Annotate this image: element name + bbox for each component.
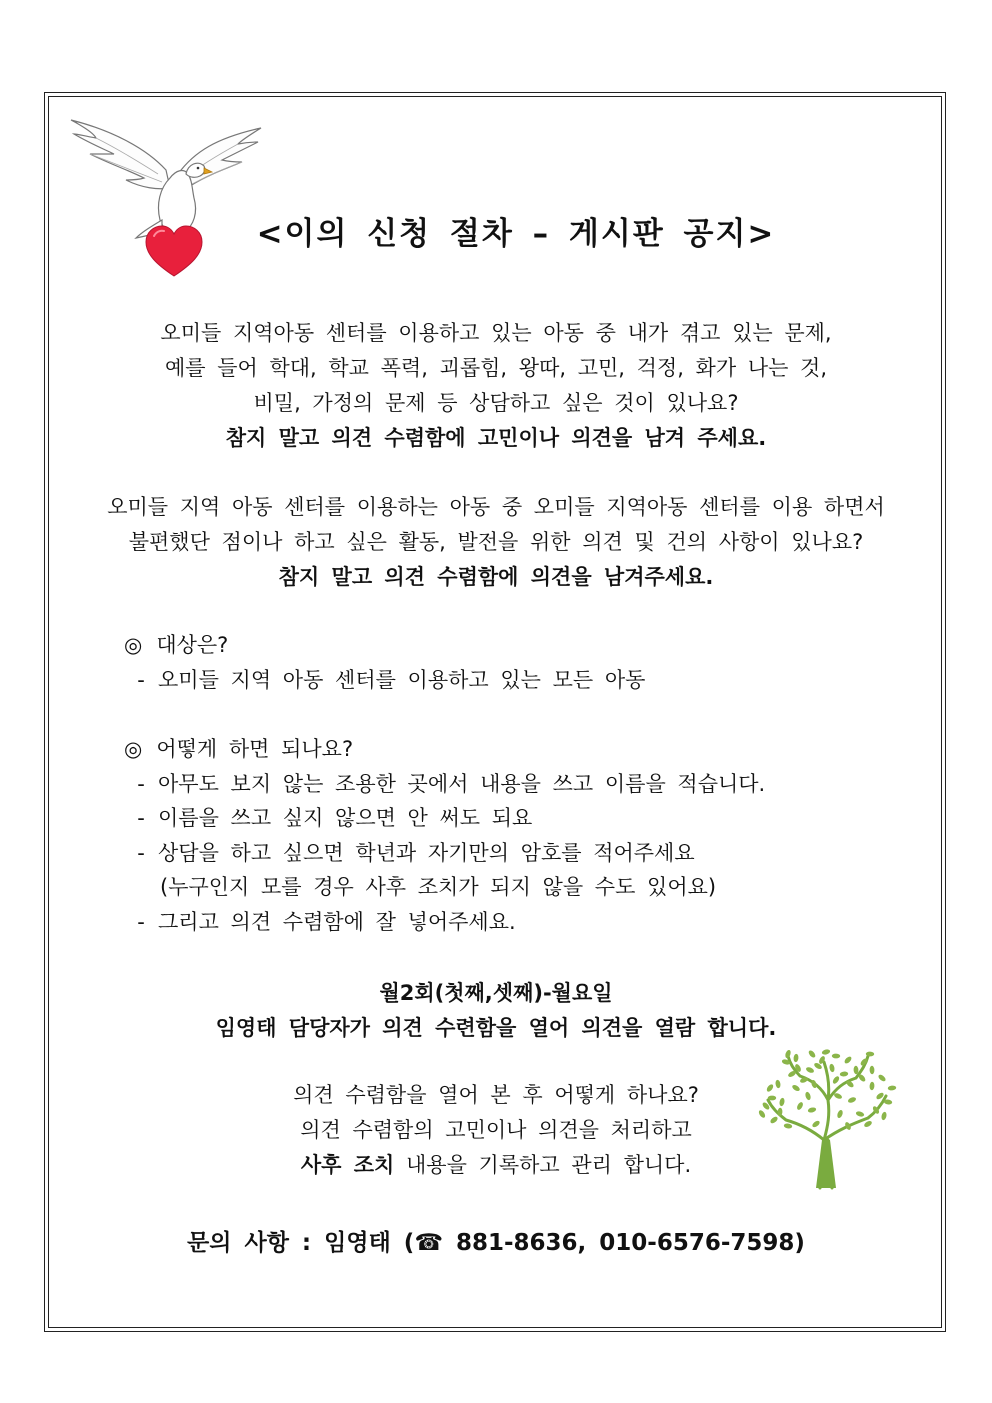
how-item-note-text: (누구인지 모를 경우 사후 조치가 되지 않을 수도 있어요) [160, 875, 717, 899]
dash-marker: - [137, 667, 145, 692]
intro-line-3: 비밀, 가정의 문제 등 상담하고 싶은 것이 있나요? [253, 391, 739, 415]
leaf-shape [775, 1079, 781, 1088]
dash-marker: - [137, 771, 145, 796]
leaf-shape [804, 1091, 811, 1100]
leaf-shape [758, 1109, 767, 1119]
leaf-shape [888, 1085, 897, 1091]
double-circle-icon: ◎ [124, 633, 143, 657]
leaf-shape [869, 1082, 875, 1091]
second-paragraph [0, 490, 992, 595]
dash-marker: - [137, 840, 145, 865]
target-heading-text: 대상은? [156, 633, 229, 657]
after-line-3-bold: 사후 조치 [300, 1153, 395, 1177]
leaf-shape [793, 1054, 799, 1063]
contact-label: 문의 사항 : 임영태 ( [187, 1230, 415, 1256]
intro-line-2: 예를 들어 학대, 학교 폭력, 괴롭힘, 왕따, 고민, 걱정, 화가 나는 것, [164, 356, 828, 380]
leaf-shape [805, 1066, 815, 1074]
leaf-shape [807, 1049, 816, 1058]
leaf-shape [791, 1084, 801, 1093]
second-line-2: 불편했단 점이나 하고 싶은 활동, 발전을 위한 의견 및 건의 사항이 있나요? [128, 530, 864, 554]
list-item [124, 905, 765, 940]
leaf-shape [807, 1107, 816, 1114]
target-heading [124, 628, 645, 663]
leaf-shape [832, 1053, 841, 1058]
after-line-2: 의견 수렴함의 고민이나 의견을 처리하고 [300, 1118, 692, 1142]
leaf-shape [843, 1055, 852, 1064]
phone-icon: ☎ [414, 1230, 443, 1256]
page-title: <이의 신청 절차 – 게시판 공지> [256, 216, 776, 252]
leaf-shape [829, 1063, 835, 1072]
how-heading-text: 어떻게 하면 되나요? [156, 737, 354, 761]
green-tree-icon [752, 1040, 902, 1190]
schedule-line-2: 임영태 담당자가 의견 수련함을 열어 의견을 열람 합니다. [215, 1016, 777, 1040]
list-item [124, 663, 645, 698]
second-line-3: 참지 말고 의견 수렴함에 의견을 남겨주세요. [278, 565, 714, 589]
leaf-shape [769, 1115, 779, 1124]
list-item [124, 801, 765, 836]
schedule-line-1: 월2회(첫째,셋째)-월요일 [379, 981, 613, 1005]
leaf-shape [796, 1101, 804, 1111]
how-item-text: 상담을 하고 싶으면 학년과 자기만의 암호를 적어주세요 [158, 840, 695, 865]
second-line-1: 오미들 지역 아동 센터를 이용하는 아동 중 오미들 지역아동 센터를 이용 하면서 [107, 495, 885, 519]
leaf-shape [811, 1120, 821, 1129]
leaf-shape [821, 1049, 830, 1056]
leaf-shape [779, 1097, 785, 1106]
list-item-note [124, 870, 765, 905]
leaf-shape [869, 1066, 874, 1075]
leaf-shape [836, 1109, 843, 1119]
list-item [124, 836, 765, 871]
dash-marker: - [137, 909, 145, 934]
intro-paragraph [0, 316, 992, 456]
contact-line [0, 1224, 992, 1257]
leaf-shape [784, 1049, 791, 1059]
leaf-shape [832, 1075, 841, 1085]
contact-numbers: 881-8636, 010-6576-7598) [442, 1230, 805, 1256]
leaf-shape [863, 1120, 873, 1128]
double-circle-icon: ◎ [124, 737, 143, 761]
intro-line-4: 참지 말고 의견 수렴함에 고민이나 의견을 남겨 주세요. [225, 426, 767, 450]
leaf-shape [766, 1083, 775, 1093]
after-line-3-rest: 내용을 기록하고 관리 합니다. [394, 1153, 692, 1177]
leaf-shape [784, 1123, 793, 1129]
leaf-shape [881, 1111, 888, 1120]
how-heading [124, 732, 765, 767]
dash-marker: - [137, 806, 145, 830]
how-item-text: 이름을 쓰고 싶지 않으면 안 써도 되요 [158, 806, 533, 830]
target-section [124, 628, 645, 697]
leaf-shape [855, 1110, 864, 1117]
leaf-shape [840, 1071, 849, 1077]
leaf-shape [847, 1096, 857, 1104]
schedule-paragraph [0, 976, 992, 1046]
list-item [124, 767, 765, 802]
how-section [124, 732, 765, 939]
how-item-text: 그리고 의견 수렴함에 잘 넣어주세요. [158, 909, 516, 934]
leaf-shape [768, 1096, 776, 1101]
target-item-text: 오미들 지역 아동 센터를 이용하고 있는 모든 아동 [158, 667, 646, 692]
after-line-1: 의견 수렴함을 열어 본 후 어떻게 하나요? [293, 1083, 699, 1107]
how-item-text: 아무도 보지 않는 조용한 곳에서 내용을 쓰고 이름을 적습니다. [158, 771, 766, 796]
leaf-shape [877, 1073, 886, 1082]
intro-line-1: 오미들 지역아동 센터를 이용하고 있는 아동 중 내가 겪고 있는 문제, [160, 321, 832, 345]
